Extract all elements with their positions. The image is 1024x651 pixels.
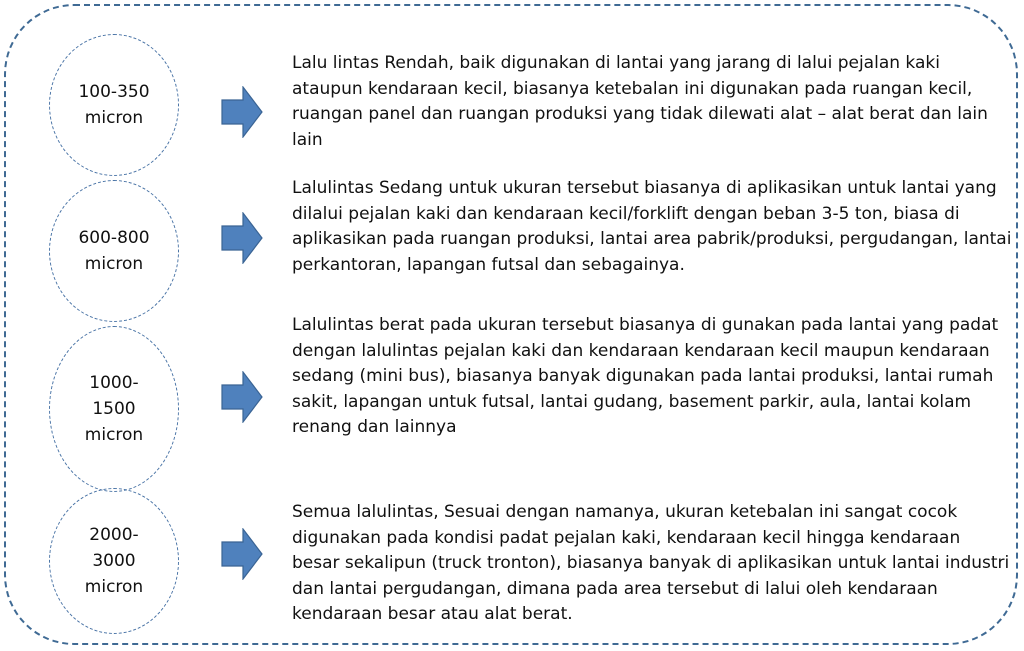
- thickness-ellipse: 600-800 micron: [49, 180, 179, 322]
- thickness-ellipse: 1000- 1500 micron: [49, 326, 179, 492]
- thickness-ellipse: 100-350 micron: [49, 34, 179, 176]
- thickness-description: Lalulintas Sedang untuk ukuran tersebut biasanya di aplikasikan untuk lantai yang dilalui pejalan kaki dan kendaraan kecil/forklift dengan beban 3-5 ton, biasa di aplikasikan pada ruangan produksi, lantai area pabrik/produksi, pergudangan, lantai perkantoran, lapangan futsal dan sebagainya.: [292, 178, 1012, 275]
- right-arrow-icon: [221, 86, 263, 138]
- thickness-ellipse: 2000- 3000 micron: [49, 488, 179, 634]
- thickness-description: Lalulintas berat pada ukuran tersebut biasanya di gunakan pada lantai yang padat dengan lalulintas pejalan kaki dan kendaraan kendaraan kecil maupun kendaraan sedang (mini bus), biasanya banyak digunakan pada lantai produksi, lantai rumah sakit, lapangan untuk futsal, lantai gudang, basement parkir, aula, lantai kolam renang dan lainnya: [292, 315, 999, 437]
- thickness-description: Semua lalulintas, Sesuai dengan namanya, ukuran ketebalan ini sangat cocok digunakan pada kondisi padat pejalan kaki, kendaraan kecil hingga kendaraan besar sekalipun (truck tronton), biasanya banyak di aplikasikan untuk lantai industri dan lantai pergudangan, dimana pada area tersebut di lalui oleh kendaraan kendaraan besar atau alat berat.: [292, 502, 1010, 624]
- thickness-description: Lalu lintas Rendah, baik digunakan di lantai yang jarang di lalui pejalan kaki ataupun kendaraan kecil, biasanya ketebalan ini digunakan pada ruangan kecil, ruangan panel dan ruangan produksi yang tidak dilewati alat – alat berat dan lain lain: [292, 53, 988, 150]
- right-arrow-icon: [221, 371, 263, 423]
- right-arrow-icon: [221, 528, 263, 580]
- right-arrow-icon: [221, 212, 263, 264]
